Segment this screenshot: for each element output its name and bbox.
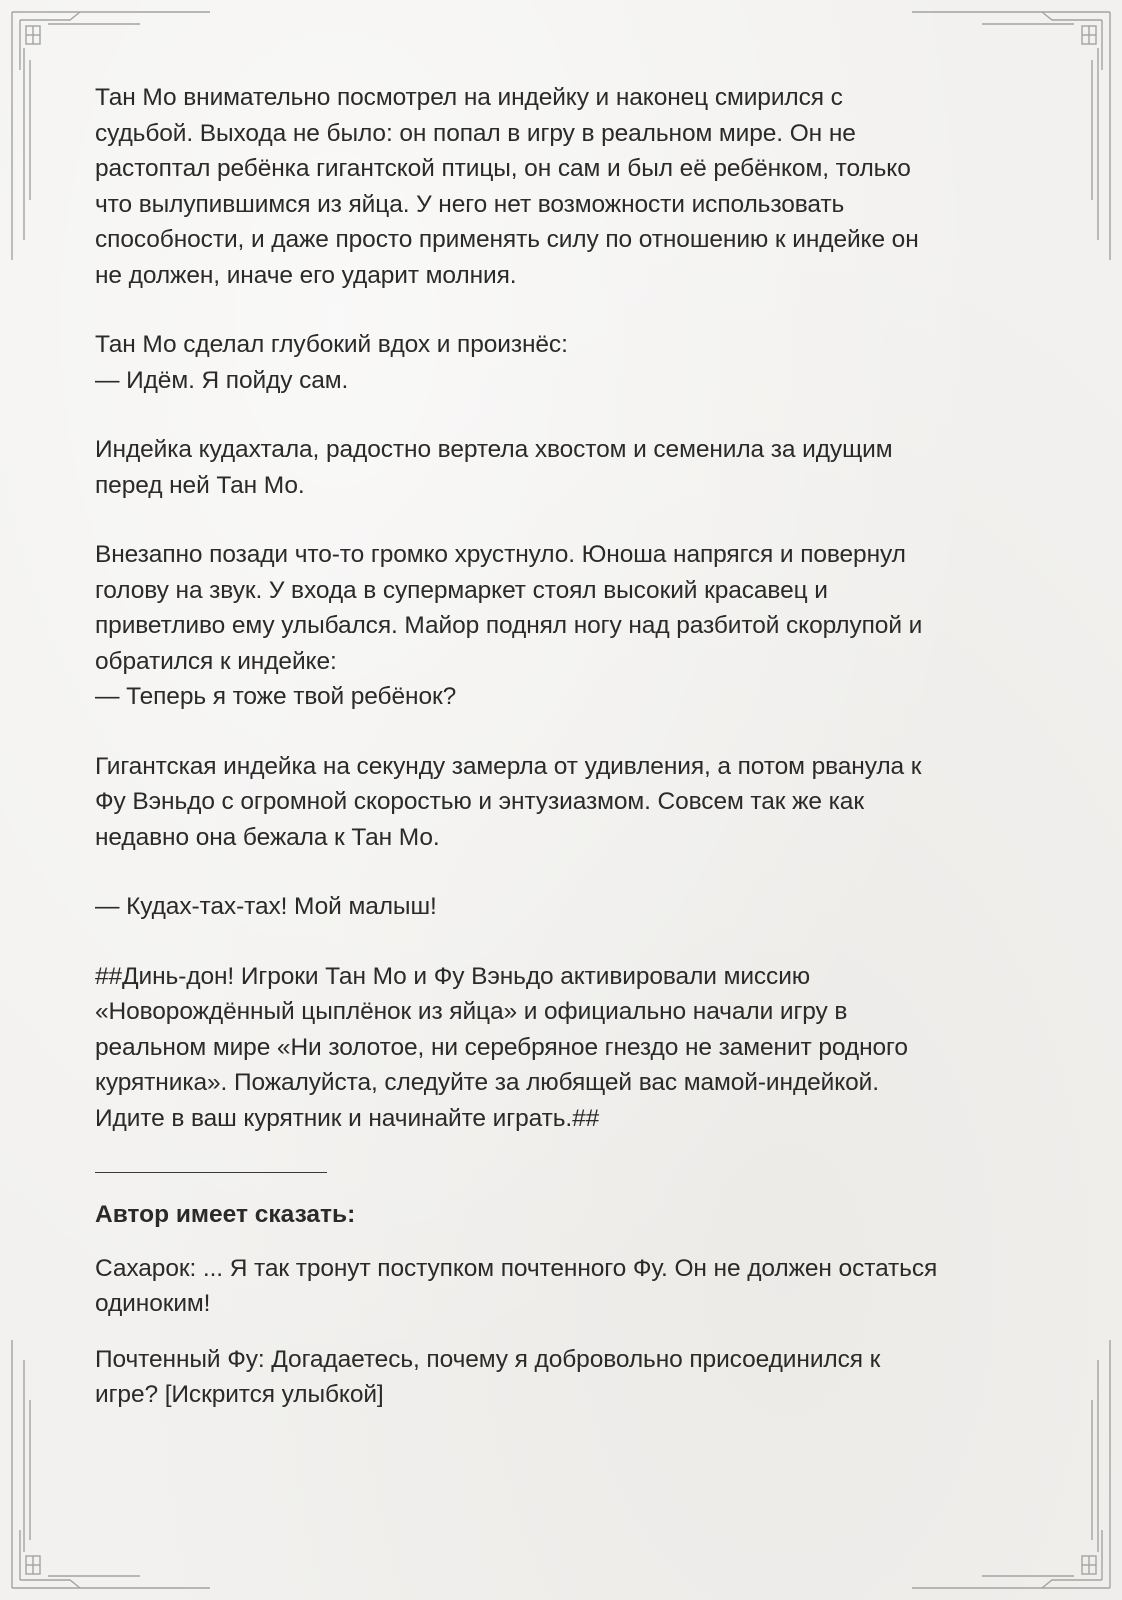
text-line: ##Динь-дон! Игроки Тан Мо и Фу Вэньдо активировали миссию [95, 962, 811, 990]
text-line: голову на звук. У входа в супермаркет стоял высокий красавец и [95, 576, 828, 604]
text-line: «Новорождённый цыплёнок из яйца» и официально начали игру в [95, 998, 848, 1025]
text-line: Сахарок: ... Я так тронут поступком почтенного Фу. Он не должен остаться [95, 1254, 938, 1282]
text-line: способности, и даже просто применять силу по отношению к индейке он [95, 226, 919, 253]
section-divider [95, 1172, 327, 1173]
paragraph-4 [95, 537, 1015, 715]
text-line: растоптал ребёнка гигантской птицы, он сам и был её ребёнком, только [95, 155, 911, 182]
paragraph-2 [95, 327, 1015, 398]
author-note-item-1 [95, 1251, 1015, 1322]
paragraph-6 [95, 889, 1015, 925]
paragraph-1 [95, 80, 1015, 293]
paragraph-7-system-message [95, 959, 1015, 1137]
text-line: обратился к индейке: [95, 647, 337, 675]
text-line: судьбой. Выхода не было: он попал в игру в реальном мире. Он не [95, 119, 856, 147]
text-line: реальном мире «Ни золотое, ни серебряное гнездо не заменит родного [95, 1033, 908, 1061]
text-line: перед ней Тан Мо. [95, 471, 305, 499]
text-line: Гигантская индейка на секунду замерла от удивления, а потом рванула к [95, 752, 922, 780]
text-line: игре? [Искрится улыбкой] [95, 1381, 384, 1408]
text-line: что вылупившимся из яйца. У него нет возможности использовать [95, 190, 845, 218]
text-line: Внезапно позади что-то громко хрустнуло. Юноша напрягся и повернул [95, 541, 906, 568]
text-line: Фу Вэньдо с огромной скоростью и энтузиазмом. Совсем так же как [95, 788, 864, 815]
author-note-heading: Автор имеет сказать: [95, 1201, 356, 1228]
paragraph-5 [95, 749, 1015, 856]
text-line: Идите в ваш курятник и начинайте играть.## [95, 1104, 600, 1132]
text-line: приветливо ему улыбался. Майор поднял ногу над разбитой скорлупой и [95, 612, 923, 639]
text-line: Индейка кудахтала, радостно вертела хвостом и семенила за идущим [95, 436, 893, 463]
text-line: курятника». Пожалуйста, следуйте за любящей вас мамой-индейкой. [95, 1069, 879, 1096]
author-note-item-2 [95, 1342, 1015, 1413]
text-line: — Кудах-тах-тах! Мой малыш! [95, 893, 437, 920]
text-line: одиноким! [95, 1290, 211, 1317]
text-line: — Теперь я тоже твой ребёнок? [95, 683, 457, 710]
text-line: Тан Мо внимательно посмотрел на индейку и наконец смирился с [95, 84, 843, 111]
document-body [95, 80, 1015, 1413]
text-line: не должен, иначе его ударит молния. [95, 261, 517, 289]
text-line: Тан Мо сделал глубокий вдох и произнёс: [95, 331, 568, 358]
text-line: Почтенный Фу: Догадаетесь, почему я добровольно присоединился к [95, 1345, 881, 1373]
paragraph-3 [95, 432, 1015, 503]
text-line: — Идём. Я пойду сам. [95, 366, 349, 394]
text-line: недавно она бежала к Тан Мо. [95, 823, 440, 851]
